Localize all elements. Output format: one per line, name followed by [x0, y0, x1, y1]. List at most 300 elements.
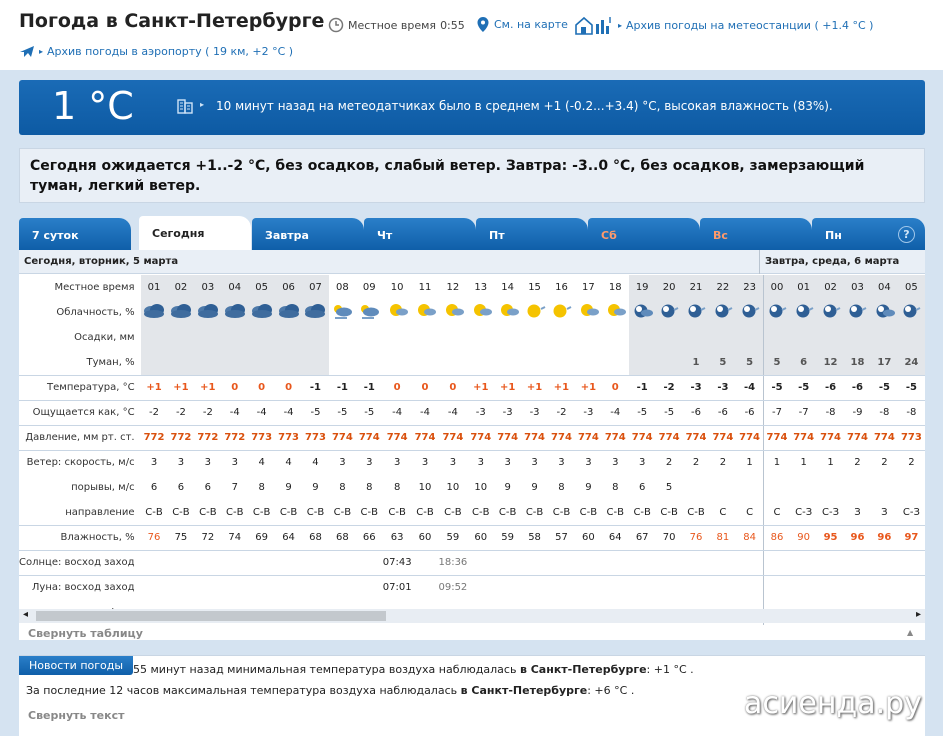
sun-cell [844, 550, 871, 575]
wind-cell: 4 [312, 457, 319, 469]
row-label: Ощущается как, °C [19, 400, 141, 425]
feels-cell: -4 [602, 400, 629, 425]
sun-cloud-icon [441, 301, 465, 324]
row-pressure [19, 425, 925, 450]
direction-cell: С [709, 500, 736, 525]
humidity-cell: 96 [871, 525, 898, 550]
tab-thursday[interactable]: Чт [364, 218, 476, 250]
gusts-cell: 8 [258, 482, 265, 493]
clouds-cell [709, 300, 736, 325]
current-temperature: 1 °C [52, 84, 134, 128]
fog-cell [412, 350, 439, 375]
news-line-2-value: : +6 °C . [587, 684, 635, 697]
moon-cell [141, 575, 168, 600]
wind-cell: 3 [366, 457, 373, 469]
feels-cell: -8 [871, 400, 898, 425]
tab-tomorrow[interactable]: Завтра [252, 218, 364, 250]
moon-cloud-icon [872, 301, 896, 324]
gusts-cell [844, 475, 871, 500]
moon-icon [684, 301, 708, 324]
pressure-cell: 774 [736, 425, 763, 450]
overcast-night-icon [277, 301, 301, 324]
time-cell: 14 [501, 282, 515, 293]
moon-cell [467, 575, 494, 600]
fog-cell [221, 350, 248, 375]
direction-cell: С-В [656, 500, 683, 525]
help-icon[interactable]: ? [898, 226, 915, 243]
feels-cell: -9 [844, 400, 871, 425]
humidity-cell: 84 [736, 525, 763, 550]
precip-cell [898, 325, 925, 350]
wind-cell: 2 [719, 457, 727, 469]
time-cell: 02 [817, 275, 844, 300]
fog-cell: 5 [763, 350, 790, 375]
wind-cell: 3 [612, 457, 619, 469]
archive-airport-label[interactable]: Архив погоды в аэропорту ( 19 км, +2 °C ) [47, 44, 294, 58]
clouds-cell [438, 300, 467, 325]
clouds-cell [683, 300, 710, 325]
pressure-cell: 774 [817, 425, 844, 450]
direction-cell: С-В [329, 500, 356, 525]
news-line-2 [26, 684, 634, 697]
horizontal-scrollbar[interactable] [19, 609, 925, 623]
humidity-cell: 68 [329, 525, 356, 550]
precip-cell [683, 325, 710, 350]
gusts-cell: 9 [531, 482, 538, 493]
sun-cell [494, 550, 521, 575]
clouds-cell [275, 300, 302, 325]
pressure-cell: 774 [656, 425, 683, 450]
moon-icon [845, 301, 869, 324]
wind-cell: 3 [477, 457, 484, 469]
moon-cell [221, 575, 248, 600]
sun-cell [275, 550, 302, 575]
time-cell: 06 [275, 275, 302, 300]
fog-cell [356, 350, 383, 375]
moon-icon [738, 301, 762, 324]
tab-sunday[interactable]: Вс [700, 218, 812, 250]
pressure-cell: 774 [467, 425, 494, 450]
precip-cell [329, 325, 356, 350]
temp-cell: +1 [575, 375, 602, 400]
collapse-arrow-icon[interactable]: ▲ [907, 628, 914, 637]
sun-cell [790, 550, 817, 575]
local-time-value: 0:55 [440, 18, 465, 32]
gusts-cell [898, 475, 925, 500]
moon-cell [683, 575, 710, 600]
precip-cell [141, 325, 168, 350]
pressure-cell: 774 [412, 425, 439, 450]
fog-cell: 12 [817, 350, 844, 375]
day2-label: Завтра, среда, 6 марта [765, 256, 900, 267]
wind-cell: 2 [854, 457, 861, 469]
moon-cell [898, 575, 925, 600]
tab-monday[interactable] [812, 218, 925, 250]
feels-cell: -5 [302, 400, 329, 425]
time-cell: 21 [683, 275, 710, 300]
direction-cell: С-З [898, 500, 925, 525]
feels-cell: -3 [494, 400, 521, 425]
precip-cell [412, 325, 439, 350]
forecast-tabs [19, 216, 925, 250]
humidity-cell: 59 [494, 525, 521, 550]
pressure-cell: 774 [629, 425, 656, 450]
gusts-cell: 6 [150, 482, 158, 493]
row-label: Температура, °C [19, 375, 141, 400]
pressure-cell: 774 [329, 425, 356, 450]
gusts-cell: 8 [612, 482, 619, 493]
tab-saturday[interactable]: Сб [588, 218, 700, 250]
direction-cell: С-В [167, 500, 194, 525]
humidity-cell: 64 [275, 525, 302, 550]
moon-icon [657, 301, 681, 324]
sun-cell [356, 550, 383, 575]
clouds-cell [141, 300, 168, 325]
temp-cell: 0 [602, 375, 629, 400]
gusts-cell: 9 [312, 482, 319, 493]
sun-cell [194, 550, 221, 575]
sun-cell [629, 550, 656, 575]
moon-cell [656, 575, 683, 600]
pressure-cell: 774 [438, 425, 467, 450]
precip-cell [467, 325, 494, 350]
feels-cell: -4 [275, 400, 302, 425]
local-time [328, 17, 465, 33]
arrow-icon: ▸ [200, 100, 205, 109]
precip-cell [194, 325, 221, 350]
direction-cell: С-В [302, 500, 329, 525]
feels-cell: -3 [467, 400, 494, 425]
precip-cell [275, 325, 302, 350]
map-link-label[interactable]: См. на карте [494, 18, 568, 31]
tab-7-days[interactable]: 7 суток [19, 218, 131, 250]
sun-cell [871, 550, 898, 575]
feels-cell: -2 [141, 400, 168, 425]
humidity-cell: 95 [817, 525, 844, 550]
gusts-cell [683, 475, 710, 500]
time-cell: 19 [629, 275, 656, 300]
forecast-summary: Сегодня ожидается +1..-2 °C, без осадков, слабый ветер. Завтра: -3..0 °C, без осадков, замерзающий туман, легкий ветер. [19, 148, 925, 203]
news-line-1-text: 55 минут назад минимальная температура воздуха наблюдалась [133, 663, 517, 676]
feels-cell: -3 [575, 400, 602, 425]
sun-cell [575, 550, 602, 575]
archive-station-label[interactable]: Архив погоды на метеостанции ( +1.4 °C ) [626, 18, 874, 32]
archive-airport-link[interactable] [19, 43, 293, 59]
direction-cell: С-В [248, 500, 275, 525]
wind-cell: 2 [908, 457, 915, 469]
moon-cell [356, 575, 383, 600]
moon-cell [302, 575, 329, 600]
wind-cell: 2 [665, 457, 673, 469]
humidity-cell: 86 [763, 525, 790, 550]
pressure-cell: 773 [898, 425, 925, 450]
temp-cell: -5 [763, 375, 790, 400]
building-icon [176, 96, 194, 114]
clouds-cell [871, 300, 898, 325]
sun-cell [412, 550, 439, 575]
clouds-cell [248, 300, 275, 325]
clouds-cell [356, 300, 383, 325]
collapse-table-link[interactable]: Свернуть таблицу [28, 627, 143, 640]
humidity-cell: 60 [467, 525, 494, 550]
day-divider [759, 250, 760, 274]
sun-cloud-icon [496, 301, 520, 324]
wind-cell: 3 [393, 457, 401, 469]
clouds-cell [167, 300, 194, 325]
news-line-1-city: в Санкт-Петербурге [519, 663, 647, 676]
scroll-thumb[interactable] [36, 611, 386, 621]
humidity-cell: 60 [575, 525, 602, 550]
time-cell: 16 [555, 282, 568, 293]
wind-cell: 3 [504, 457, 511, 469]
map-pin-icon [476, 16, 490, 33]
gusts-cell: 10 [474, 482, 488, 493]
news-badge: Новости погоды [19, 656, 133, 675]
sun-cell: 18:36 [438, 550, 467, 575]
precip-cell [221, 325, 248, 350]
row-clouds [19, 300, 925, 325]
feels-cell: -4 [438, 400, 467, 425]
fog-cell [494, 350, 521, 375]
time-cell: 01 [790, 275, 817, 300]
temp-cell: +1 [521, 375, 548, 400]
time-cell: 03 [194, 275, 221, 300]
pressure-cell: 772 [141, 425, 168, 450]
clouds-cell [494, 300, 521, 325]
fog-cell: 24 [898, 350, 925, 375]
clouds-cell [329, 300, 356, 325]
time-cell: 02 [167, 275, 194, 300]
fog-cell: 5 [736, 350, 763, 375]
humidity-cell: 90 [790, 525, 817, 550]
watermark-logo: асиенда.ру [744, 686, 922, 721]
gusts-cell: 8 [339, 482, 346, 493]
temp-cell: +1 [548, 375, 575, 400]
row-precip [19, 325, 925, 350]
moon-cell: 07:01 [382, 582, 412, 594]
pressure-cell: 773 [302, 425, 329, 450]
row-fog [19, 350, 925, 375]
feels-cell: -5 [656, 400, 683, 425]
humidity-cell: 67 [629, 525, 656, 550]
row-label: Давление, мм рт. ст. [19, 425, 141, 450]
fog-cell [575, 350, 602, 375]
gusts-cell [763, 475, 790, 500]
moon-icon [765, 301, 789, 324]
sun-cell [898, 550, 925, 575]
temp-cell: -1 [302, 375, 329, 400]
pressure-cell: 772 [194, 425, 221, 450]
clouds-cell [221, 300, 248, 325]
feels-cell: -5 [629, 400, 656, 425]
row-label: Луна: восход заход [31, 582, 135, 594]
gusts-cell: 8 [393, 482, 401, 493]
precip-cell [548, 325, 575, 350]
sun-cell [221, 550, 248, 575]
sun-icon [523, 301, 547, 324]
moon-cell [548, 575, 575, 600]
direction-cell: С-В [438, 500, 467, 525]
pressure-cell: 772 [167, 425, 194, 450]
sun-cell [167, 550, 194, 575]
sun-cell [709, 550, 736, 575]
gusts-cell [790, 475, 817, 500]
temp-cell: +1 [467, 375, 494, 400]
header [0, 0, 943, 70]
clouds-cell [844, 300, 871, 325]
map-link[interactable] [476, 16, 568, 33]
wind-cell: 3 [339, 457, 346, 469]
moon-cell [790, 575, 817, 600]
temp-cell: 0 [438, 375, 467, 400]
humidity-cell: 76 [683, 525, 710, 550]
gusts-cell [736, 475, 763, 500]
fog-cell [248, 350, 275, 375]
feels-cell: -5 [356, 400, 383, 425]
sun-cloud-icon [603, 301, 627, 324]
humidity-cell: 81 [709, 525, 736, 550]
direction-cell: С-В [629, 500, 656, 525]
sun-cell [467, 550, 494, 575]
feels-cell: -8 [817, 400, 844, 425]
page-title: Погода в Санкт-Петербурге [19, 10, 325, 32]
archive-station-link[interactable] [574, 15, 873, 35]
moon-icon [899, 301, 923, 324]
news-line-1 [133, 663, 694, 676]
gusts-cell: 6 [177, 482, 185, 493]
precip-cell [656, 325, 683, 350]
fog-cell [194, 350, 221, 375]
sun-cell [683, 550, 710, 575]
sun-cloud-icon [576, 301, 600, 324]
fog-cell [329, 350, 356, 375]
pressure-cell: 774 [790, 425, 817, 450]
temp-cell: -1 [629, 375, 656, 400]
direction-cell: С-В [383, 500, 412, 525]
temp-cell: 0 [221, 375, 248, 400]
wind-cell: 1 [763, 450, 790, 475]
row-direction [19, 500, 925, 525]
clouds-cell [575, 300, 602, 325]
temp-cell: -6 [817, 375, 844, 400]
clouds-cell [898, 300, 925, 325]
row-label: Осадки, мм [74, 332, 135, 343]
clouds-cell [790, 300, 817, 325]
time-cell: 11 [418, 282, 432, 293]
day1-label: Сегодня, вторник, 5 марта [24, 256, 179, 267]
tab-monday-label[interactable]: Пн [825, 229, 842, 242]
fog-cell: 18 [844, 350, 871, 375]
moon-icon [792, 301, 816, 324]
humidity-cell: 96 [844, 525, 871, 550]
scroll-right-button[interactable]: ▸ [915, 609, 921, 620]
scroll-left-button[interactable]: ◂ [23, 609, 29, 620]
feels-cell: -6 [683, 400, 710, 425]
precip-cell [736, 325, 763, 350]
temp-cell: +1 [167, 375, 194, 400]
clouds-cell [194, 300, 221, 325]
gusts-cell: 9 [585, 482, 592, 493]
fog-cell [302, 350, 329, 375]
precip-cell [709, 325, 736, 350]
fog-cell [629, 350, 656, 375]
moon-cell [412, 575, 439, 600]
humidity-cell: 69 [248, 525, 275, 550]
wind-cell: 4 [285, 457, 292, 469]
fog-cell [141, 350, 168, 375]
day-header-row [19, 250, 925, 274]
fog-cell: 5 [709, 350, 736, 375]
humidity-cell: 58 [521, 525, 548, 550]
time-cell: 13 [474, 282, 488, 293]
wind-cell: 3 [531, 457, 538, 469]
temp-cell: -5 [898, 375, 925, 400]
humidity-cell: 64 [602, 525, 629, 550]
station-icon [574, 15, 614, 35]
time-cell: 22 [709, 275, 736, 300]
tab-friday[interactable]: Пт [476, 218, 588, 250]
direction-cell: С-В [602, 500, 629, 525]
pressure-cell: 774 [575, 425, 602, 450]
moon-cell [248, 575, 275, 600]
row-label: Ветер: скорость, м/с [26, 457, 135, 469]
row-wind [19, 450, 925, 475]
moon-cell [763, 575, 790, 600]
clouds-cell [521, 300, 548, 325]
temp-cell: 0 [412, 375, 439, 400]
precip-cell [629, 325, 656, 350]
pressure-cell: 773 [248, 425, 275, 450]
gusts-cell: 8 [558, 482, 565, 493]
direction-cell: С-В [412, 500, 439, 525]
gusts-cell [817, 475, 844, 500]
tab-today[interactable]: Сегодня [139, 216, 251, 250]
sun-cell [141, 550, 168, 575]
wind-cell: 3 [421, 457, 429, 469]
sun-cell [656, 550, 683, 575]
overcast-night-icon [303, 301, 327, 324]
pressure-cell: 774 [356, 425, 383, 450]
direction-cell: С-В [683, 500, 710, 525]
humidity-cell: 75 [167, 525, 194, 550]
direction-cell: С-З [790, 500, 817, 525]
precip-cell [302, 325, 329, 350]
time-cell: 07 [302, 275, 329, 300]
temp-cell: -3 [709, 375, 736, 400]
precip-cell [763, 325, 790, 350]
collapse-text-link[interactable]: Свернуть текст [28, 709, 125, 722]
time-cell: 12 [446, 282, 460, 293]
time-cell: 04 [221, 275, 248, 300]
sun-cell [602, 550, 629, 575]
temp-cell: 0 [275, 375, 302, 400]
wind-cell: 2 [692, 457, 700, 469]
current-weather-panel [19, 80, 925, 135]
clouds-cell [302, 300, 329, 325]
precip-cell [383, 325, 412, 350]
clouds-cell [548, 300, 575, 325]
sun-cell [763, 550, 790, 575]
sun-cell [329, 550, 356, 575]
clouds-cell [736, 300, 763, 325]
gusts-cell: 6 [204, 482, 212, 493]
moon-cell [602, 575, 629, 600]
temp-cell: -5 [790, 375, 817, 400]
wind-cell: 3 [150, 457, 158, 469]
fog-cell [383, 350, 412, 375]
time-cell: 08 [336, 282, 349, 293]
sun-icon [549, 301, 573, 324]
